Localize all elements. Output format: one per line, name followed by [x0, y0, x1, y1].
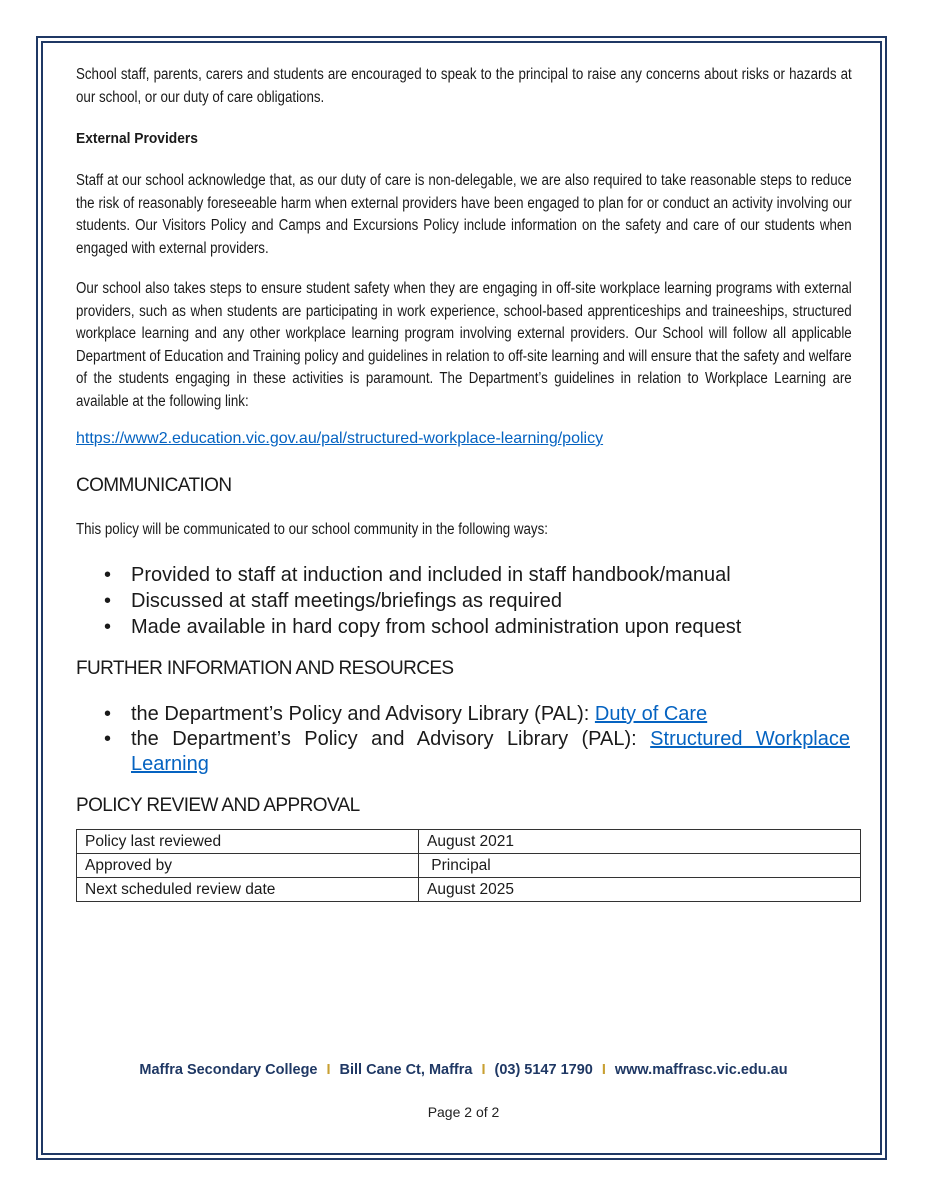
bullet-icon: • [104, 728, 112, 750]
policy-review-heading: POLICY REVIEW AND APPROVAL [76, 795, 360, 816]
further-information-heading: FURTHER INFORMATION AND RESOURCES [76, 658, 454, 679]
bullet-icon: • [104, 703, 112, 725]
workplace-learning-link[interactable]: https://www2.education.vic.gov.au/pal/structured-workplace-learning/policy [76, 430, 604, 447]
footer-phone: (03) 5147 1790 [494, 1062, 593, 1078]
list-item: • Discussed at staff meetings/briefings as required [104, 590, 562, 612]
list-item: • the Department’s Policy and Advisory Library (PAL): Duty of Care [104, 703, 708, 725]
table-row [77, 854, 861, 878]
communication-intro: This policy will be communicated to our school community in the following ways: [76, 521, 548, 538]
external-providers-heading: External Providers [76, 130, 198, 147]
table-cell-value: August 2025 [419, 878, 861, 902]
intro-paragraph: School staff, parents, carers and students are encouraged to speak to the principal to raise any concerns about risks or hazards at our school, or our duty of care obligations. [76, 66, 852, 106]
table-cell-value: Principal [419, 854, 861, 878]
table-cell-label: Next scheduled review date [77, 878, 419, 902]
table-cell-label: Approved by [77, 854, 419, 878]
page-footer [0, 1062, 927, 1078]
structured-workplace-learning-link[interactable]: Structured Workplace Learning [131, 728, 850, 775]
footer-separator: I [481, 1062, 486, 1078]
list-item: • the Department’s Policy and Advisory Library (PAL): Structured Workplace Learning [104, 728, 850, 775]
table-row [77, 878, 861, 902]
table-cell-value: August 2021 [419, 830, 861, 854]
bullet-icon: • [104, 590, 112, 612]
review-table [76, 829, 861, 902]
list-item: • Provided to staff at induction and included in staff handbook/manual [104, 564, 731, 586]
duty-of-care-link[interactable]: Duty of Care [594, 703, 708, 725]
footer-school-name: Maffra Secondary College [139, 1062, 318, 1078]
footer-address: Bill Cane Ct, Maffra [339, 1062, 473, 1078]
further-information-list [76, 702, 852, 777]
workplace-learning-link-line [76, 430, 603, 448]
external-paragraph-1: Staff at our school acknowledge that, as our duty of care is non-delegable, we are also required to take reasonable steps to reduce the risk of reasonably foreseeable harm when external providers have been engaged to plan for or conduct an activity involving our students. Our Visitors Policy and Camps and Excursions Policy include information on the safety and care of our students when engaged with external providers. [76, 172, 852, 257]
bullet-icon: • [104, 616, 112, 638]
external-paragraph-2: Our school also takes steps to ensure student safety when they are engaging in off-site workplace learning programs with external providers, such as when students are participating in work experience, school-based apprenticeships and traineeships, structured workplace learning and any other workplace learning program involving external providers. Our School will follow all applicable Department of Education and Training policy and guidelines in relation to off-site learning and will ensure that the safety and welfare of the students engaging in these activities is paramount. The Department’s guidelines in relation to Workplace Learning are available at the following link: [76, 280, 852, 410]
page-number: Page 2 of 2 [427, 1104, 500, 1120]
communication-heading: COMMUNICATION [76, 475, 232, 496]
communication-list [76, 562, 852, 640]
list-item: • Made available in hard copy from school administration upon request [104, 616, 742, 638]
table-row [77, 830, 861, 854]
table-cell-label: Policy last reviewed [77, 830, 419, 854]
bullet-icon: • [104, 564, 112, 586]
footer-separator: I [601, 1062, 606, 1078]
footer-separator: I [326, 1062, 331, 1078]
footer-website: www.maffrasc.vic.edu.au [614, 1062, 788, 1078]
